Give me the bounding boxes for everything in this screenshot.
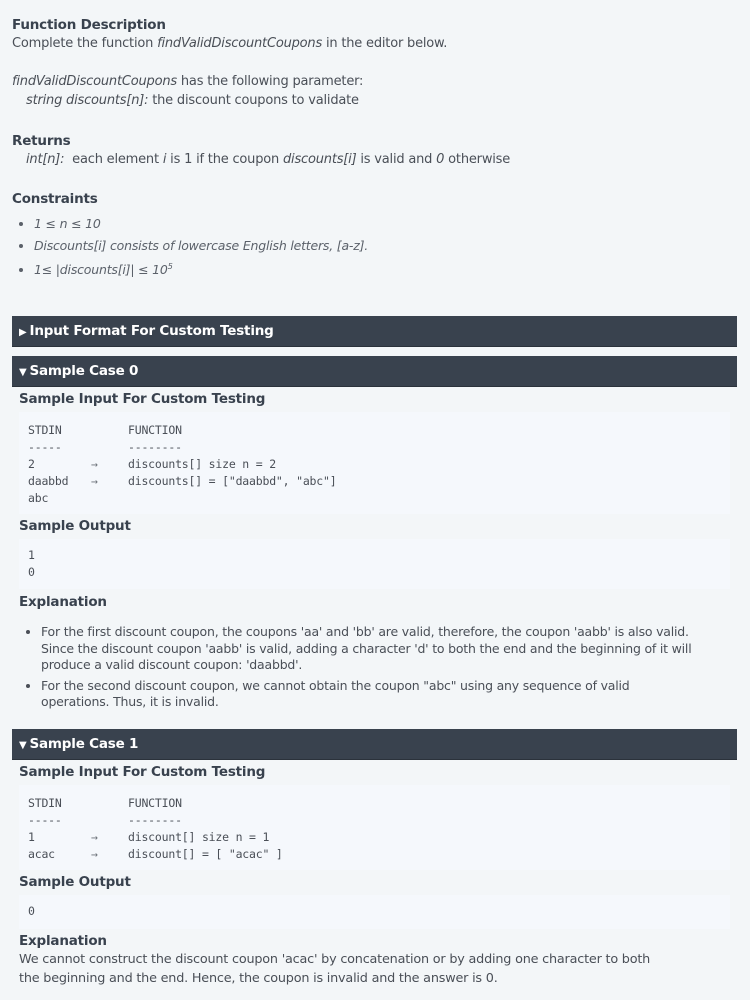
function-description-intro (12, 34, 737, 53)
output-line: 1 (28, 548, 35, 562)
returns-section (12, 133, 737, 169)
output-line: 0 (28, 565, 35, 579)
sample-case-1-toggle[interactable] (12, 729, 737, 760)
stdin-cell: STDIN (28, 796, 62, 810)
code-row (28, 422, 730, 439)
sample-case-0-label: Sample Case 0 (29, 363, 139, 379)
code-row (28, 473, 730, 490)
function-cell: -------- (128, 813, 182, 827)
explanation-heading: Explanation (19, 933, 107, 949)
returns-text: is valid and (356, 152, 437, 167)
explanation-item: • For the second discount coupon, we cannot obtain the coupon "abc" using any sequence of valid operations. Thus, it is invalid. (41, 678, 730, 711)
arrow-icon: → (91, 474, 98, 488)
intro-suffix: in the editor below. (322, 36, 448, 51)
arrow-icon: → (91, 830, 98, 844)
returns-text: each element (64, 152, 163, 167)
triangle-down-icon: ▼ (19, 740, 27, 751)
stdin-cell: daabbd (28, 474, 69, 488)
returns-text: is 1 if the coupon (166, 152, 283, 167)
stdin-cell: 1 (28, 830, 35, 844)
explanation-list (12, 624, 730, 711)
parameter-intro (12, 72, 737, 91)
input-format-label: Input Format For Custom Testing (29, 323, 274, 339)
function-cell: FUNCTION (128, 423, 182, 437)
constraint-exponent: 5 (167, 262, 173, 271)
function-cell: -------- (128, 440, 182, 454)
stdin-cell: 2 (28, 457, 35, 471)
constraint-item (34, 256, 737, 281)
stdin-cell: STDIN (28, 423, 62, 437)
constraints-list (12, 213, 737, 281)
function-name: findValidDiscountCoupons (157, 36, 323, 51)
output-line: 0 (28, 904, 35, 918)
function-cell: discount[] size n = 1 (128, 830, 270, 844)
parameter-name: string discounts[n]: (26, 93, 149, 108)
input-format-toggle[interactable] (12, 316, 737, 347)
code-row (28, 795, 730, 812)
stdin-cell: ----- (28, 440, 62, 454)
triangle-down-icon: ▼ (19, 367, 27, 378)
parameter-intro-text: has the following parameter: (176, 74, 364, 89)
stdin-cell: acac (28, 847, 55, 861)
stdin-cell: abc (28, 491, 49, 505)
sample-output-heading: Sample Output (19, 874, 131, 890)
returns-type: int[n]: (26, 152, 65, 167)
returns-var-discounts: discounts[i] (283, 152, 357, 167)
sample-input-heading: Sample Input For Custom Testing (19, 764, 266, 780)
function-description-heading: Function Description (12, 17, 166, 33)
returns-heading: Returns (12, 133, 71, 149)
stdin-cell: ----- (28, 813, 62, 827)
function-cell: discounts[] = ["daabbd", "abc"] (128, 474, 337, 488)
triangle-right-icon: ▶ (19, 327, 27, 338)
function-description-section (12, 17, 737, 110)
sample-output-block (19, 895, 730, 929)
sample-case-1-label: Sample Case 1 (29, 736, 139, 752)
code-row (28, 439, 730, 456)
explanation-section (12, 624, 730, 715)
returns-line (12, 150, 737, 169)
constraint-item: • 1 ≤ n ≤ 10 (34, 213, 737, 235)
constraint-item: • Discounts[i] consists of lowercase English letters, [a-z]. (34, 235, 737, 257)
parameter-function-name: findValidDiscountCoupons (12, 74, 177, 89)
sample-output-heading: Sample Output (19, 518, 131, 534)
explanation-section (19, 950, 655, 988)
sample-input-heading: Sample Input For Custom Testing (19, 391, 266, 407)
explanation-heading: Explanation (19, 594, 107, 610)
returns-zero: 0 (436, 152, 445, 167)
code-row (28, 456, 730, 473)
sample-case-0-toggle[interactable] (12, 356, 737, 387)
arrow-icon: → (91, 457, 98, 471)
code-row (28, 812, 730, 829)
code-row (28, 490, 730, 507)
function-cell: FUNCTION (128, 796, 182, 810)
sample-input-block (19, 412, 730, 514)
code-row (28, 829, 730, 846)
sample-input-block (19, 785, 730, 870)
arrow-icon: → (91, 847, 98, 861)
function-cell: discounts[] size n = 2 (128, 457, 276, 471)
function-cell: discount[] = [ "acac" ] (128, 847, 283, 861)
parameter-line (12, 91, 737, 110)
returns-text: otherwise (444, 152, 511, 167)
explanation-item: • For the first discount coupon, the coupons 'aa' and 'bb' are valid, therefore, the coupon 'aabb' is also valid. Since the discount coupon 'aabb' is valid, adding a character 'd' to both the end and the beginning of it will produce a valid discount coupon: 'daabbd'. (41, 624, 730, 674)
returns-var-i: i (162, 152, 167, 167)
constraint-text: 1≤ |discounts[i]| ≤ 10 (34, 262, 168, 278)
explanation-text: We cannot construct the discount coupon 'acac' by concatenation or by adding one character to both the beginning and the end. Hence, the coupon is invalid and the answer is 0. (19, 952, 651, 986)
constraints-heading: Constraints (12, 191, 98, 207)
constraints-section (12, 191, 737, 281)
code-row (28, 846, 730, 863)
sample-output-block (19, 539, 730, 589)
parameter-description: the discount coupons to validate (148, 93, 359, 108)
intro-prefix: Complete the function (12, 36, 158, 51)
